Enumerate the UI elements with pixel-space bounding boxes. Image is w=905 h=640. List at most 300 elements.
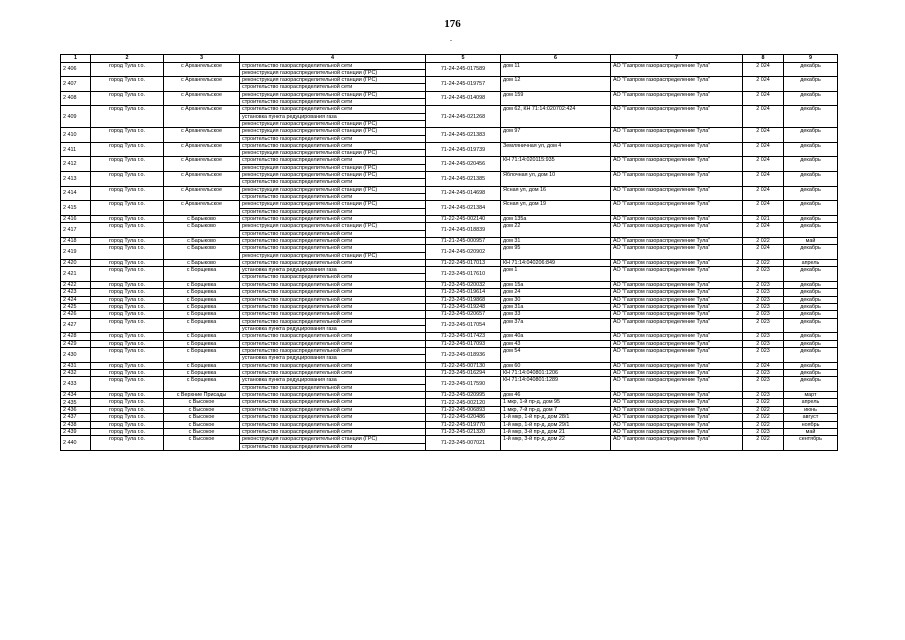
row-number: 2 422 [61, 281, 91, 288]
city-cell: город Тула г.о. [91, 172, 164, 187]
address-cell: дом 12 [501, 77, 611, 92]
work-item: строительство газораспределительной сети [242, 348, 353, 355]
work-item: строительство газораспределительной сети [242, 157, 353, 164]
work-item: строительство газораспределительной сети [242, 281, 353, 288]
year-cell: 2 022 [743, 237, 784, 244]
works-cell [240, 245, 426, 260]
object-code-cell: 71-23-245-017054 [426, 318, 501, 333]
work-item: строительство газораспределительной сети [242, 106, 353, 113]
works-cell [240, 142, 426, 157]
object-code-cell: 71-22-245-020486 [426, 414, 501, 421]
organization-cell: АО "Газпром газораспределение Тула" [611, 414, 743, 421]
work-item: реконструкция газораспределительной станции (ГРС) [242, 91, 378, 98]
works-cell [240, 377, 426, 392]
settlement-cell: с Борщевка [164, 281, 240, 288]
works-cell [240, 281, 426, 288]
settlement-cell: с Высокое [164, 436, 240, 451]
object-code-cell: 71-24-245-019739 [426, 142, 501, 157]
address-cell: дом 60 [501, 362, 611, 369]
work-item: установка пункта редуцирования газа [240, 325, 425, 332]
city-cell: город Тула г.о. [91, 296, 164, 303]
table-row [61, 157, 838, 172]
row-number: 2 407 [61, 77, 91, 92]
settlement-cell: с Высокое [164, 414, 240, 421]
object-code-cell: 71-23-245-007021 [426, 436, 501, 451]
year-cell: 2 023 [743, 340, 784, 347]
settlement-cell: с Верхние Присады [164, 392, 240, 399]
city-cell: город Тула г.о. [91, 436, 164, 451]
object-code-cell: 71-23-245-019248 [426, 303, 501, 310]
row-number: 2 416 [61, 215, 91, 222]
month-cell: декабрь [784, 267, 838, 282]
month-cell: декабрь [784, 303, 838, 310]
work-item: строительство газораспределительной сети [240, 208, 425, 215]
register-body [61, 55, 838, 451]
organization-cell: АО "Газпром газораспределение Тула" [611, 77, 743, 92]
city-cell: город Тула г.о. [91, 91, 164, 106]
month-cell: декабрь [784, 311, 838, 318]
object-code-cell: 71-22-245-002120 [426, 399, 501, 406]
object-code-cell: 71-23-245-017423 [426, 333, 501, 340]
object-code-cell: 71-24-245-014098 [426, 91, 501, 106]
row-number: 2 412 [61, 157, 91, 172]
organization-cell: АО "Газпром газораспределение Тула" [611, 406, 743, 413]
city-cell: город Тула г.о. [91, 215, 164, 222]
works-cell [240, 77, 426, 92]
year-cell: 2 024 [743, 201, 784, 216]
row-number: 2 428 [61, 333, 91, 340]
organization-cell: АО "Газпром газораспределение Тула" [611, 436, 743, 451]
city-cell: город Тула г.о. [91, 259, 164, 266]
table-row [61, 362, 838, 369]
work-item: строительство газораспределительной сети [242, 399, 353, 406]
table-row [61, 215, 838, 222]
city-cell: город Тула г.о. [91, 186, 164, 201]
works-cell [240, 399, 426, 406]
city-cell: город Тула г.о. [91, 348, 164, 363]
work-item: строительство газораспределительной сети [240, 230, 425, 237]
year-cell: 2 022 [743, 421, 784, 428]
works-cell [240, 106, 426, 128]
row-number: 2 414 [61, 186, 91, 201]
month-cell: сентябрь [784, 436, 838, 451]
settlement-cell: с Архангельское [164, 128, 240, 143]
table-row [61, 348, 838, 363]
work-item: реконструкция газораспределительной станции (ГРС) [242, 77, 378, 84]
object-code-cell: 71-23-245-018936 [426, 348, 501, 363]
month-cell: декабрь [784, 106, 838, 128]
object-code-cell: 71-24-245-021384 [426, 201, 501, 216]
month-cell: апрель [784, 259, 838, 266]
works-cell [240, 333, 426, 340]
month-cell: ноябрь [784, 421, 838, 428]
year-cell: 2 023 [743, 370, 784, 377]
month-cell: декабрь [784, 157, 838, 172]
month-cell: декабрь [784, 223, 838, 238]
city-cell: город Тула г.о. [91, 318, 164, 333]
table-row [61, 245, 838, 260]
table-row [61, 106, 838, 128]
city-cell: город Тула г.о. [91, 201, 164, 216]
object-code-cell: 71-24-245-020902 [426, 245, 501, 260]
work-item: строительство газораспределительной сети [242, 392, 353, 399]
works-cell [240, 414, 426, 421]
work-item: строительство газораспределительной сети [242, 259, 353, 266]
works-cell [240, 201, 426, 216]
object-code-cell: 71-24-245-021268 [426, 106, 501, 128]
month-cell: декабрь [784, 62, 838, 77]
city-cell: город Тула г.о. [91, 406, 164, 413]
month-cell: декабрь [784, 370, 838, 377]
city-cell: город Тула г.о. [91, 362, 164, 369]
city-cell: город Тула г.о. [91, 128, 164, 143]
year-cell: 2 024 [743, 362, 784, 369]
work-item: строительство газораспределительной сети [242, 289, 353, 296]
work-item: реконструкция газораспределительной станции (ГРС) [242, 223, 378, 230]
month-cell: декабрь [784, 142, 838, 157]
year-cell: 2 023 [743, 311, 784, 318]
row-number: 2 413 [61, 172, 91, 187]
city-cell: город Тула г.о. [91, 414, 164, 421]
work-item: строительство газораспределительной сети [242, 362, 353, 369]
organization-cell: АО "Газпром газораспределение Тула" [611, 237, 743, 244]
address-cell: дом 159 [501, 91, 611, 106]
work-item: строительство газораспределительной сети [242, 406, 353, 413]
organization-cell: АО "Газпром газораспределение Тула" [611, 370, 743, 377]
table-row [61, 406, 838, 413]
address-cell: дом 24 [501, 289, 611, 296]
object-code-cell: 71-23-245-017093 [426, 340, 501, 347]
settlement-cell: с Борщевка [164, 362, 240, 369]
settlement-cell: с Барыково [164, 223, 240, 238]
work-item: строительство газораспределительной сети [242, 370, 353, 377]
month-cell: декабрь [784, 128, 838, 143]
city-cell: город Тула г.о. [91, 340, 164, 347]
organization-cell: АО "Газпром газораспределение Тула" [611, 296, 743, 303]
month-cell: июнь [784, 406, 838, 413]
organization-cell: АО "Газпром газораспределение Тула" [611, 62, 743, 77]
address-cell: дом 31а [501, 303, 611, 310]
table-row [61, 303, 838, 310]
row-number: 2 411 [61, 142, 91, 157]
works-cell [240, 340, 426, 347]
month-cell: март [784, 392, 838, 399]
settlement-cell: с Борщевка [164, 318, 240, 333]
address-cell: КН 71:14:020115:935 [501, 157, 611, 172]
organization-cell: АО "Газпром газораспределение Тула" [611, 362, 743, 369]
settlement-cell: с Борщевка [164, 267, 240, 282]
address-cell: дом 46 [501, 392, 611, 399]
settlement-cell: с Архангельское [164, 77, 240, 92]
settlement-cell: с Архангельское [164, 106, 240, 128]
table-row [61, 201, 838, 216]
row-number: 2 435 [61, 399, 91, 406]
month-cell: май [784, 429, 838, 436]
work-item: строительство газораспределительной сети [242, 333, 353, 340]
address-cell: дом 33 [501, 311, 611, 318]
works-cell [240, 303, 426, 310]
work-item: реконструкция газораспределительной станции (ГРС) [240, 69, 425, 76]
row-number: 2 439 [61, 429, 91, 436]
work-item: установка пункта редуцирования газа [242, 377, 337, 384]
works-cell [240, 362, 426, 369]
address-cell: дом 31 [501, 237, 611, 244]
settlement-cell: с Барыково [164, 215, 240, 222]
city-cell: город Тула г.о. [91, 370, 164, 377]
work-item: строительство газораспределительной сети [242, 318, 353, 325]
work-item: установка пункта редуцирования газа [240, 113, 425, 120]
organization-cell: АО "Газпром газораспределение Тула" [611, 106, 743, 128]
row-number: 2 415 [61, 201, 91, 216]
work-item: строительство газораспределительной сети [240, 193, 425, 200]
settlement-cell: с Высокое [164, 406, 240, 413]
row-number: 2 437 [61, 414, 91, 421]
year-cell: 2 024 [743, 91, 784, 106]
month-cell: декабрь [784, 245, 838, 260]
month-cell: апрель [784, 399, 838, 406]
address-cell: дом 1 [501, 267, 611, 282]
column-header-7: 7 [611, 55, 743, 63]
works-cell [240, 186, 426, 201]
address-cell: 1-й мкр, 1-й пр-д, дом 29/1 [501, 421, 611, 428]
city-cell: город Тула г.о. [91, 311, 164, 318]
month-cell: декабрь [784, 377, 838, 392]
table-row [61, 311, 838, 318]
works-cell [240, 436, 426, 451]
year-cell: 2 023 [743, 333, 784, 340]
work-item: строительство газораспределительной сети [242, 296, 353, 303]
year-cell: 2 023 [743, 348, 784, 363]
city-cell: город Тула г.о. [91, 106, 164, 128]
work-item: реконструкция газораспределительной станции (ГРС) [242, 436, 378, 443]
row-number: 2 434 [61, 392, 91, 399]
address-cell: 1-й мкр, 3-й пр-д, дом 22 [501, 436, 611, 451]
organization-cell: АО "Газпром газораспределение Тула" [611, 429, 743, 436]
works-cell [240, 259, 426, 266]
works-cell [240, 237, 426, 244]
work-item: установка пункта редуцирования газа [242, 267, 337, 274]
column-header-5: 5 [426, 55, 501, 63]
address-cell: 1-й мкр, 1-й пр-д, дом 28/1 [501, 414, 611, 421]
month-cell: декабрь [784, 281, 838, 288]
works-cell [240, 157, 426, 172]
work-item: реконструкция газораспределительной станции (ГРС) [240, 120, 425, 127]
work-item: строительство газораспределительной сети [242, 245, 353, 252]
works-cell [240, 370, 426, 377]
work-item: реконструкция газораспределительной станции (ГРС) [242, 186, 378, 193]
row-number: 2 419 [61, 245, 91, 260]
address-cell: дом 95 [501, 245, 611, 260]
table-row [61, 237, 838, 244]
year-cell: 2 022 [743, 259, 784, 266]
object-code-cell: 71-23-245-019868 [426, 296, 501, 303]
year-cell: 2 024 [743, 128, 784, 143]
month-cell: декабрь [784, 296, 838, 303]
table-row [61, 296, 838, 303]
organization-cell: АО "Газпром газораспределение Тула" [611, 128, 743, 143]
city-cell: город Тула г.о. [91, 303, 164, 310]
object-code-cell: 71-24-245-018839 [426, 223, 501, 238]
works-cell [240, 91, 426, 106]
address-cell: дом 43 [501, 340, 611, 347]
address-cell: дом 37а [501, 318, 611, 333]
organization-cell: АО "Газпром газораспределение Тула" [611, 377, 743, 392]
work-item: строительство газораспределительной сети [240, 135, 425, 142]
row-number: 2 426 [61, 311, 91, 318]
city-cell: город Тула г.о. [91, 392, 164, 399]
works-cell [240, 406, 426, 413]
year-cell: 2 024 [743, 62, 784, 77]
year-cell: 2 023 [743, 318, 784, 333]
settlement-cell: с Барыково [164, 237, 240, 244]
table-row [61, 267, 838, 282]
work-item: строительство газораспределительной сети [240, 178, 425, 185]
organization-cell: АО "Газпром газораспределение Тула" [611, 289, 743, 296]
work-item: реконструкция газораспределительной станции (ГРС) [240, 252, 425, 259]
address-cell: 1-й мкр, 3-й пр-д, дом 21 [501, 429, 611, 436]
object-code-cell: 71-24-245-014698 [426, 186, 501, 201]
settlement-cell: с Борщевка [164, 303, 240, 310]
object-code-cell: 71-23-245-020995 [426, 392, 501, 399]
work-item: реконструкция газораспределительной станции (ГРС) [242, 201, 378, 208]
settlement-cell: с Борщевка [164, 370, 240, 377]
work-item: строительство газораспределительной сети [240, 273, 425, 280]
object-code-cell: 71-24-245-019757 [426, 77, 501, 92]
column-header-6: 6 [501, 55, 611, 63]
table-row [61, 186, 838, 201]
organization-cell: АО "Газпром газораспределение Тула" [611, 223, 743, 238]
column-header-1: 1 [61, 55, 91, 63]
work-item: строительство газораспределительной сети [242, 215, 353, 222]
works-cell [240, 223, 426, 238]
organization-cell: АО "Газпром газораспределение Тула" [611, 399, 743, 406]
work-item: строительство газораспределительной сети [242, 421, 353, 428]
organization-cell: АО "Газпром газораспределение Тула" [611, 215, 743, 222]
table-row [61, 429, 838, 436]
work-item: строительство газораспределительной сети [242, 237, 353, 244]
settlement-cell: с Борщевка [164, 348, 240, 363]
settlement-cell: с Высокое [164, 421, 240, 428]
settlement-cell: с Архангельское [164, 172, 240, 187]
organization-cell: АО "Газпром газораспределение Тула" [611, 186, 743, 201]
year-cell: 2 023 [743, 377, 784, 392]
work-item: строительство газораспределительной сети [242, 340, 353, 347]
address-cell: Ясная ул, дом 16 [501, 186, 611, 201]
year-cell: 2 024 [743, 142, 784, 157]
settlement-cell: с Высокое [164, 399, 240, 406]
header-row [61, 55, 838, 63]
works-cell [240, 289, 426, 296]
year-cell: 2 022 [743, 399, 784, 406]
year-cell: 2 023 [743, 289, 784, 296]
organization-cell: АО "Газпром газораспределение Тула" [611, 318, 743, 333]
organization-cell: АО "Газпром газораспределение Тула" [611, 340, 743, 347]
address-cell: дом 22 [501, 223, 611, 238]
year-cell: 2 024 [743, 106, 784, 128]
year-cell: 2 024 [743, 77, 784, 92]
object-code-cell: 71-22-245-002140 [426, 215, 501, 222]
work-item: строительство газораспределительной сети [242, 62, 353, 69]
settlement-cell: с Архангельское [164, 62, 240, 77]
organization-cell: АО "Газпром газораспределение Тула" [611, 142, 743, 157]
month-cell: декабрь [784, 77, 838, 92]
work-item: строительство газораспределительной сети [240, 443, 425, 450]
column-header-9: 9 [784, 55, 838, 63]
works-cell [240, 348, 426, 363]
table-row [61, 333, 838, 340]
works-cell [240, 267, 426, 282]
city-cell: город Тула г.о. [91, 157, 164, 172]
work-item: строительство газораспределительной сети [240, 384, 425, 391]
table-row [61, 421, 838, 428]
row-number: 2 408 [61, 91, 91, 106]
address-cell: Ясная ул, дом 19 [501, 201, 611, 216]
object-code-cell: 71-23-245-019614 [426, 289, 501, 296]
year-cell: 2 021 [743, 215, 784, 222]
object-code-cell: 71-23-245-017590 [426, 377, 501, 392]
organization-cell: АО "Газпром газораспределение Тула" [611, 259, 743, 266]
year-cell: 2 024 [743, 245, 784, 260]
row-number: 2 424 [61, 296, 91, 303]
table-row [61, 289, 838, 296]
table-row [61, 377, 838, 392]
table-row [61, 370, 838, 377]
address-cell: дом 15а [501, 281, 611, 288]
row-number: 2 425 [61, 303, 91, 310]
object-code-cell: 71-23-245-016294 [426, 370, 501, 377]
year-cell: 2 024 [743, 186, 784, 201]
settlement-cell: с Борщевка [164, 296, 240, 303]
address-cell: дом 11 [501, 62, 611, 77]
organization-cell: АО "Газпром газораспределение Тула" [611, 267, 743, 282]
settlement-cell: с Архангельское [164, 91, 240, 106]
month-cell: август [784, 414, 838, 421]
settlement-cell: с Борщевка [164, 289, 240, 296]
object-code-cell: 71-23-245-021320 [426, 429, 501, 436]
year-cell: 2 023 [743, 303, 784, 310]
work-item: реконструкция газораспределительной станции (ГРС) [242, 128, 378, 135]
year-cell: 2 024 [743, 223, 784, 238]
address-cell: 1 мкр, 1-й пр-д, дом 95 [501, 399, 611, 406]
table-row [61, 223, 838, 238]
settlement-cell: с Высокое [164, 429, 240, 436]
row-number: 2 432 [61, 370, 91, 377]
work-item: строительство газораспределительной сети [242, 311, 353, 318]
city-cell: город Тула г.о. [91, 237, 164, 244]
month-cell: декабрь [784, 172, 838, 187]
works-cell [240, 421, 426, 428]
work-item: реконструкция газораспределительной станции (ГРС) [240, 164, 425, 171]
table-row [61, 340, 838, 347]
city-cell: город Тула г.о. [91, 77, 164, 92]
settlement-cell: с Борщевка [164, 333, 240, 340]
city-cell: город Тула г.о. [91, 289, 164, 296]
row-number: 2 436 [61, 406, 91, 413]
work-item: реконструкция газораспределительной станции (ГРС) [240, 149, 425, 156]
organization-cell: АО "Газпром газораспределение Тула" [611, 303, 743, 310]
settlement-cell: с Борщевка [164, 340, 240, 347]
city-cell: город Тула г.о. [91, 267, 164, 282]
table-row [61, 142, 838, 157]
address-cell: КН 71:14:040206:849 [501, 259, 611, 266]
organization-cell: АО "Газпром газораспределение Тула" [611, 91, 743, 106]
address-cell: дом 54 [501, 348, 611, 363]
city-cell: город Тула г.о. [91, 333, 164, 340]
work-item: установка пункта редуцирования газа [240, 354, 425, 361]
address-cell: дом 40а [501, 333, 611, 340]
city-cell: город Тула г.о. [91, 377, 164, 392]
works-cell [240, 392, 426, 399]
